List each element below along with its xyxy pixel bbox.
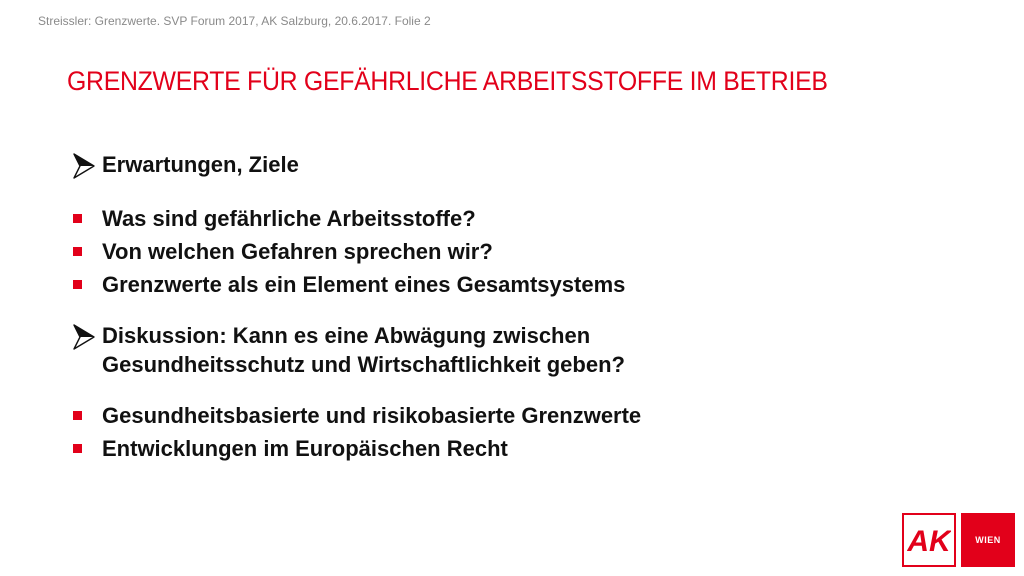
list-item: [72, 401, 872, 430]
arrow-bullet-icon: [72, 150, 102, 182]
list-item-line: Diskussion: Kann es eine Abwägung zwischen: [102, 323, 591, 348]
ak-logo: [902, 513, 956, 567]
list-item-text: Entwicklungen im Europäischen Recht: [102, 436, 508, 461]
list-item: [72, 270, 872, 299]
list-item: [72, 237, 872, 266]
ak-logo-mark: [907, 523, 951, 557]
wien-label: WIEN: [975, 535, 1001, 545]
slide-meta-line: Streissler: Grenzwerte. SVP Forum 2017, AK Salzburg, 20.6.2017. Folie 2: [38, 14, 431, 28]
square-bullet-icon: [72, 204, 102, 233]
list-item: [72, 321, 872, 379]
square-bullet-icon: [72, 237, 102, 266]
square-bullet-icon: [72, 401, 102, 430]
list-item: [72, 204, 872, 233]
square-bullet-icon: [72, 270, 102, 299]
list-item-text: Grenzwerte als ein Element eines Gesamtsystems: [102, 272, 626, 297]
list-item-text: Von welchen Gefahren sprechen wir?: [102, 239, 493, 264]
bullet-list: [72, 150, 872, 463]
svg-text:AK: AK: [907, 525, 951, 557]
list-item-line: Gesundheitsschutz und Wirtschaftlichkeit geben?: [102, 352, 625, 377]
list-item-text: Erwartungen, Ziele: [102, 152, 299, 177]
slide-title: GRENZWERTE FÜR GEFÄHRLICHE ARBEITSSTOFFE IM BETRIEB: [67, 66, 828, 96]
list-item-text: [102, 321, 872, 379]
list-item: [72, 434, 872, 463]
list-item-text: Was sind gefährliche Arbeitsstoffe?: [102, 206, 476, 231]
list-item: [72, 150, 872, 182]
list-item-text: Gesundheitsbasierte und risikobasierte Grenzwerte: [102, 403, 642, 428]
wien-logo: [961, 513, 1015, 567]
arrow-bullet-icon: [72, 321, 102, 353]
square-bullet-icon: [72, 434, 102, 463]
